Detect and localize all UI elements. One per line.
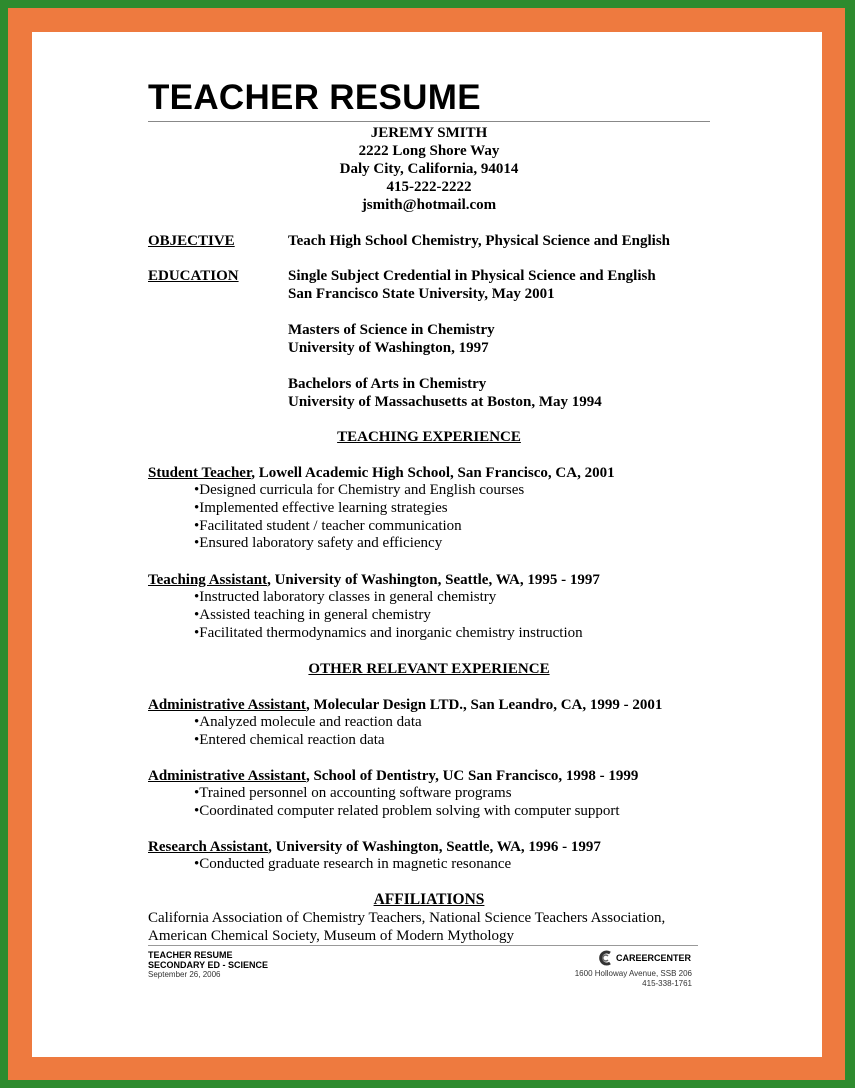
- education-degree: Single Subject Credential in Physical Science and English: [288, 268, 656, 284]
- list-item: • Analyzed molecule and reaction data: [194, 714, 422, 732]
- career-center-address-block: [522, 969, 692, 989]
- job-bullets: [194, 785, 620, 821]
- education-school: University of Washington, 1997: [288, 340, 489, 356]
- other-experience-heading: OTHER RELEVANT EXPERIENCE: [308, 661, 550, 677]
- job-title-line: [148, 696, 662, 714]
- contact-phone: 415-222-2222: [386, 179, 472, 195]
- list-item: • Coordinated computer related problem solving with computer support: [194, 803, 620, 821]
- resume-page: [32, 32, 822, 1057]
- objective-text: Teach High School Chemistry, Physical Science and English: [288, 233, 670, 249]
- career-center-name: CAREERCENTER: [616, 953, 692, 963]
- list-item: • Instructed laboratory classes in general chemistry: [194, 589, 583, 607]
- list-item: • Designed curricula for Chemistry and English courses: [194, 482, 524, 500]
- objective-label: OBJECTIVE: [148, 233, 235, 249]
- contact-address-line1: 2222 Long Shore Way: [358, 143, 500, 159]
- job-role: Teaching Assistant: [148, 572, 268, 588]
- career-center-address: 1600 Holloway Avenue, SSB 206: [574, 969, 692, 978]
- education-entry: [288, 321, 495, 357]
- list-item: • Trained personnel on accounting software programs: [194, 785, 620, 803]
- list-item: • Ensured laboratory safety and efficiency: [194, 535, 524, 553]
- footer-left: [148, 950, 268, 980]
- education-school: University of Massachusetts at Boston, May 1994: [288, 394, 602, 410]
- title-divider: [148, 121, 710, 122]
- job-title-line: [148, 464, 615, 482]
- job-role: Administrative Assistant: [148, 697, 306, 713]
- footer-subtitle: SECONDARY ED - SCIENCE: [148, 960, 269, 970]
- footer-divider: [148, 945, 698, 946]
- education-label: EDUCATION: [148, 268, 239, 284]
- affiliations-line: California Association of Chemistry Teachers, National Science Teachers Association,: [148, 910, 666, 926]
- career-center-icon: [598, 950, 614, 966]
- job-detail: , Molecular Design LTD., San Leandro, CA, 1999 - 2001: [305, 697, 663, 713]
- job-detail: , University of Washington, Seattle, WA, 1996 - 1997: [268, 839, 601, 855]
- list-item: • Conducted graduate research in magnetic resonance: [194, 856, 511, 874]
- contact-block: [148, 124, 710, 214]
- affiliations-heading: [148, 891, 710, 909]
- affiliations-text: [148, 909, 708, 945]
- job-detail: , University of Washington, Seattle, WA, 1995 - 1997: [267, 572, 600, 588]
- career-center-phone: 415-338-1761: [642, 979, 692, 988]
- job-detail: , School of Dentistry, UC San Francisco, 1998 - 1999: [305, 768, 639, 784]
- list-item: • Entered chemical reaction data: [194, 732, 422, 750]
- list-item: • Implemented effective learning strategies: [194, 500, 524, 518]
- job-bullets: [194, 482, 524, 553]
- list-item: • Facilitated thermodynamics and inorganic chemistry instruction: [194, 625, 583, 643]
- contact-email: jsmith@hotmail.com: [361, 197, 497, 213]
- job-role: Student Teacher: [148, 465, 252, 481]
- list-item: • Assisted teaching in general chemistry: [194, 607, 583, 625]
- job-bullets: [194, 714, 422, 750]
- document-title: TEACHER RESUME: [148, 78, 481, 117]
- contact-address-line2: Daly City, California, 94014: [339, 161, 519, 177]
- affiliations-line: American Chemical Society, Museum of Modern Mythology: [148, 928, 515, 944]
- education-entry: [288, 375, 602, 411]
- job-detail: , Lowell Academic High School, San Francisco, CA, 2001: [251, 465, 615, 481]
- job-bullets: [194, 589, 583, 642]
- footer-title: TEACHER RESUME: [148, 950, 233, 960]
- affiliations-heading-text: AFFILIATIONS: [373, 891, 485, 908]
- education-entry: [288, 267, 656, 303]
- job-role: Research Assistant: [148, 839, 269, 855]
- education-school: San Francisco State University, May 2001: [288, 286, 555, 302]
- career-center-logo: [598, 950, 691, 966]
- list-item: • Facilitated student / teacher communication: [194, 518, 524, 536]
- job-title-line: [148, 767, 638, 785]
- job-title-line: [148, 838, 601, 856]
- education-degree: Masters of Science in Chemistry: [288, 322, 495, 338]
- education-degree: Bachelors of Arts in Chemistry: [288, 376, 487, 392]
- job-role: Administrative Assistant: [148, 768, 306, 784]
- contact-name: JEREMY SMITH: [370, 125, 488, 141]
- job-title-line: [148, 571, 600, 589]
- teaching-experience-heading: TEACHING EXPERIENCE: [337, 429, 521, 445]
- job-bullets: [194, 856, 511, 874]
- footer-date: September 26, 2006: [148, 970, 221, 979]
